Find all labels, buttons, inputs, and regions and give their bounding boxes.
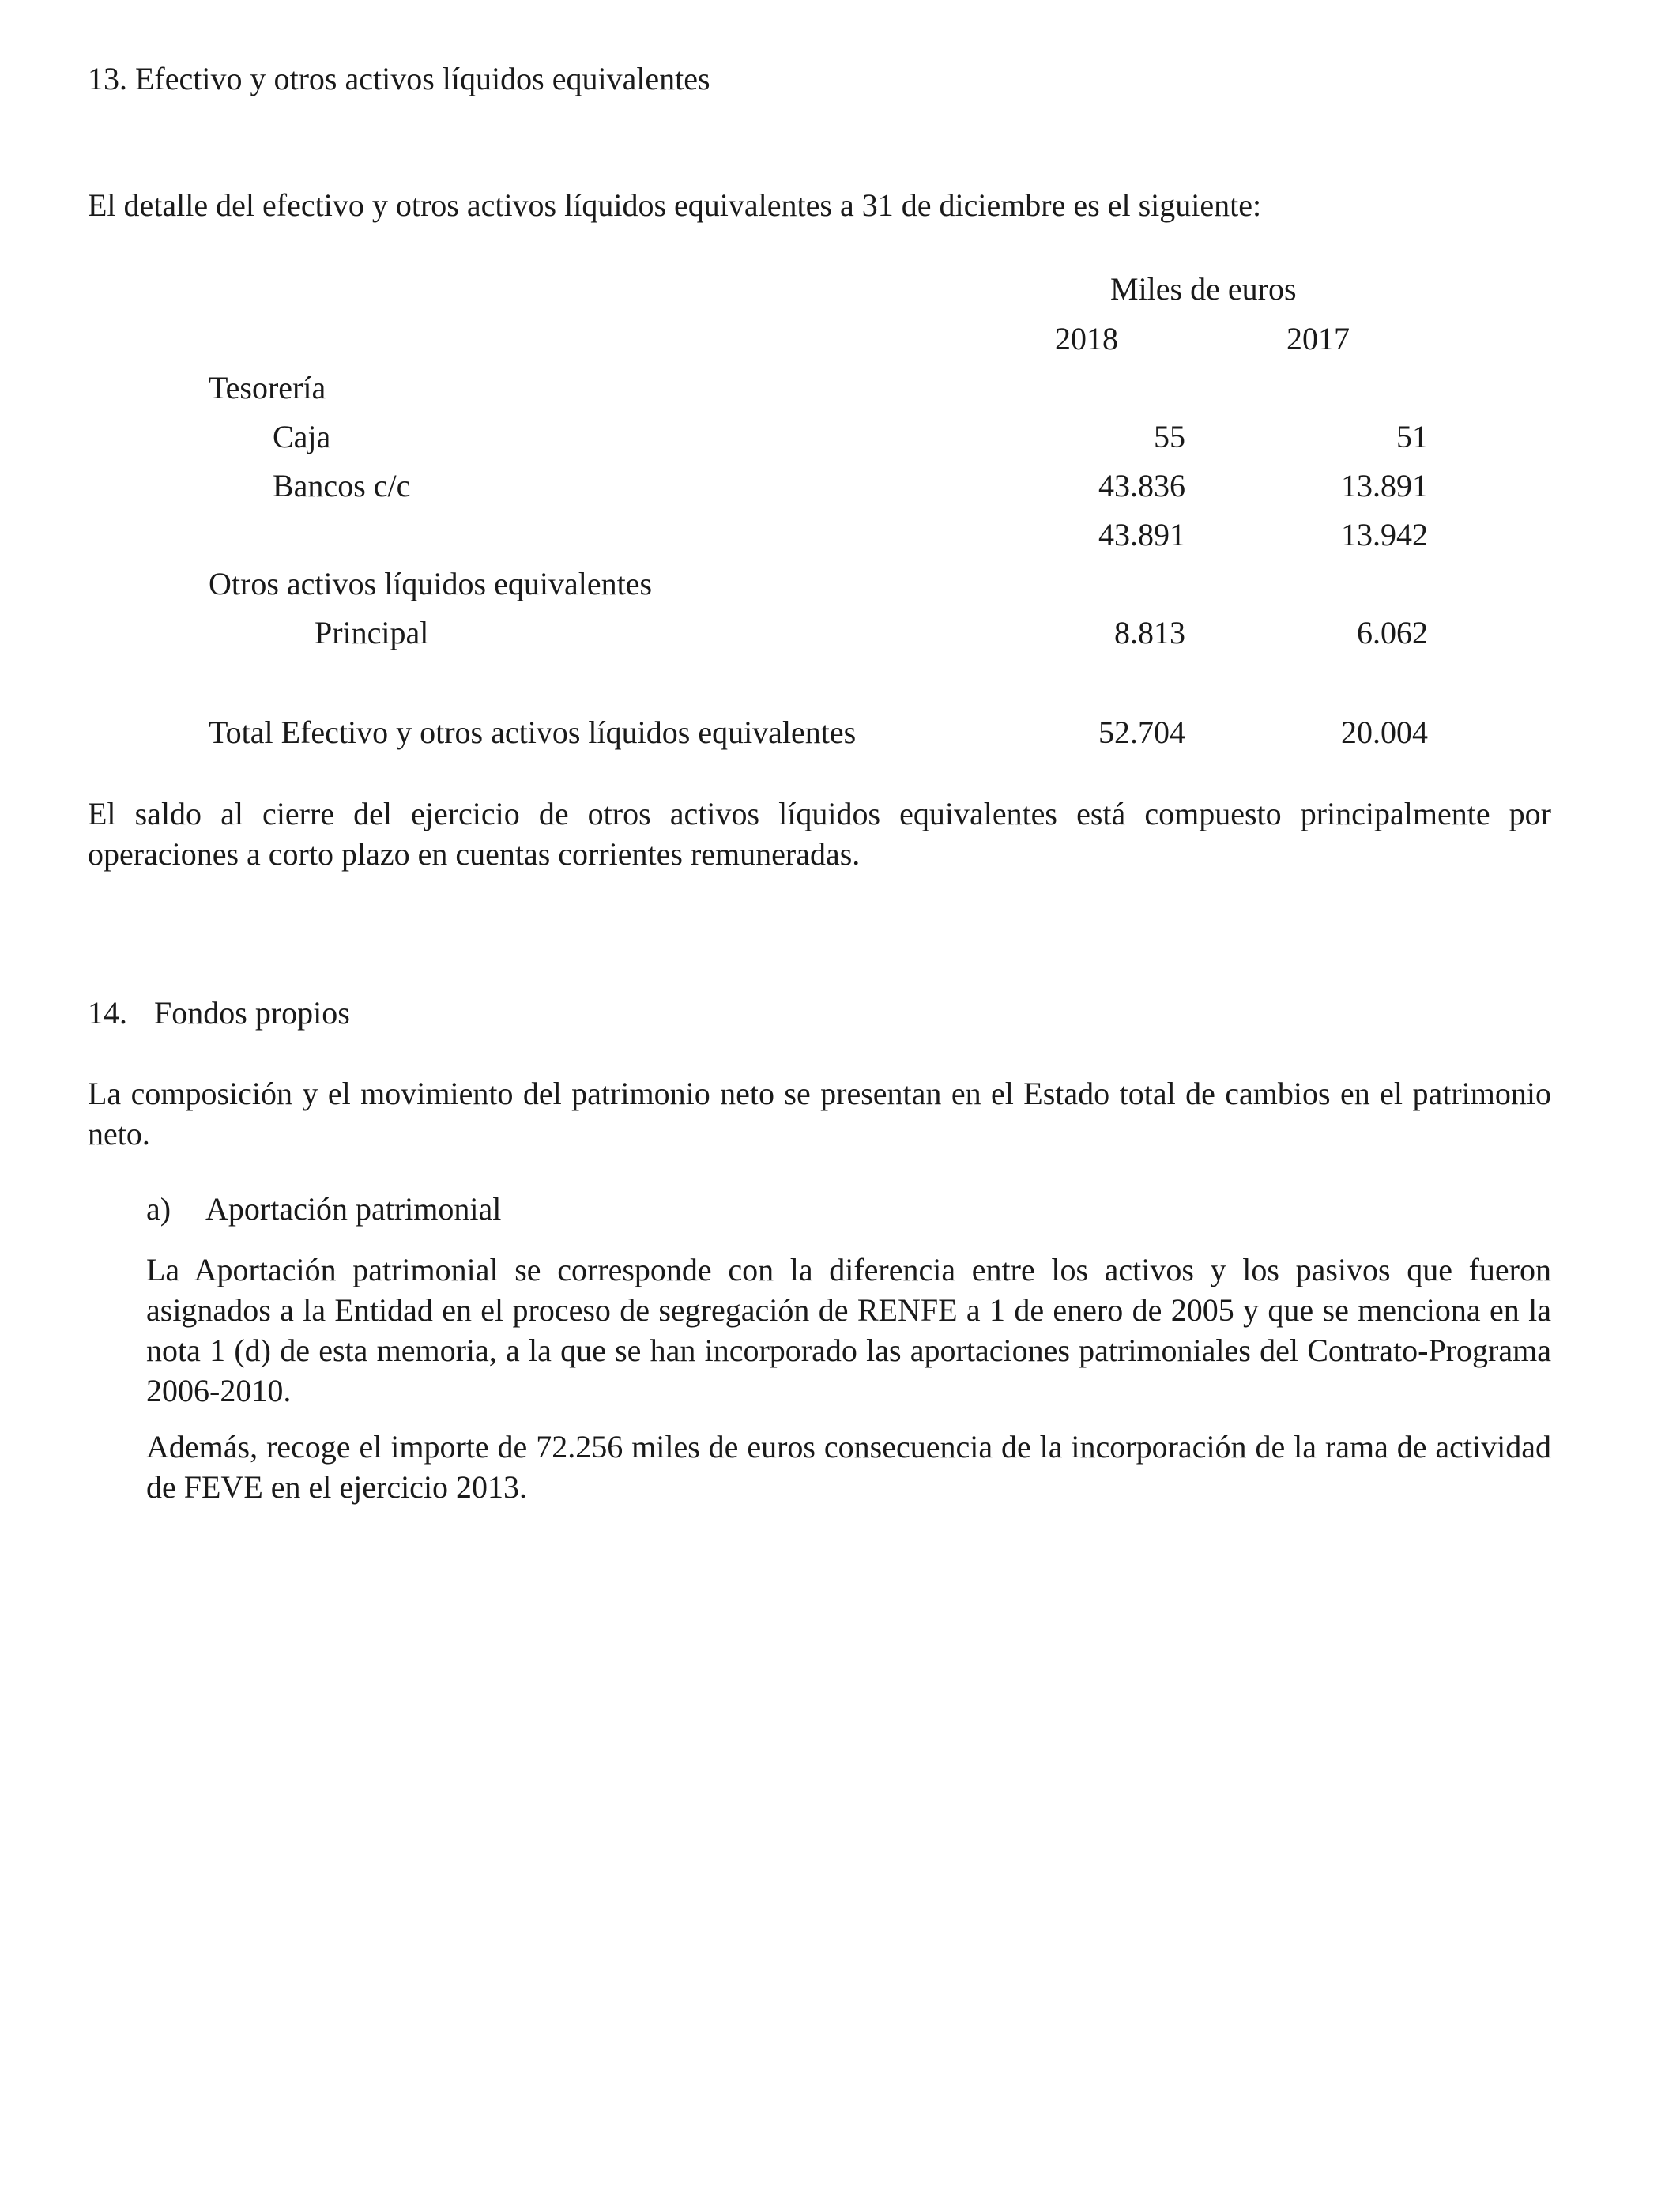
row-total-2017: 20.004	[1341, 714, 1428, 750]
row-bancos-label: Bancos c/c	[273, 468, 411, 503]
row-total-label: Total Efectivo y otros activos líquidos equivalentes	[209, 714, 857, 750]
row-caja-label: Caja	[273, 419, 331, 454]
section-14-title: Fondos propios	[154, 995, 350, 1031]
row-caja-2018: 55	[1154, 419, 1185, 454]
section-13-intro: El detalle del efectivo y otros activos líquidos equivalentes a 31 de diciembre es el siguiente:	[88, 187, 1262, 223]
subsection-a-paragraph-1: La Aportación patrimonial se corresponde con la diferencia entre los activos y los pasivos que fueron asignados a la Entidad en el proceso de segregación de RENFE a 1 de enero de 2005 y que se menciona en la nota 1 (d) de esta memoria, a la que se han incorporado las aportaciones patrimoniales del Contrato-Programa 2006-2010.	[146, 1252, 1551, 1408]
row-bancos-2017: 13.891	[1341, 468, 1428, 503]
row-subtotal-2018: 43.891	[1098, 517, 1185, 552]
row-otros-label: Otros activos líquidos equivalentes	[209, 566, 653, 601]
row-principal-2018: 8.813	[1114, 615, 1185, 650]
row-principal-label: Principal	[315, 615, 429, 650]
section-14-heading	[88, 993, 350, 1033]
unit-header: Miles de euros	[1110, 271, 1297, 307]
row-subtotal-2017: 13.942	[1341, 517, 1428, 552]
section-14-intro: La composición y el movimiento del patrimonio neto se presentan en el Estado total de cambios en el patrimonio neto.	[88, 1076, 1551, 1152]
section-14-number: 14.	[88, 995, 127, 1031]
row-total-2018: 52.704	[1098, 714, 1185, 750]
column-header-2018: 2018	[1055, 321, 1118, 356]
row-caja-2017: 51	[1396, 419, 1428, 454]
row-tesoreria-label: Tesorería	[209, 370, 326, 405]
section-13-heading: 13. Efectivo y otros activos líquidos equivalentes	[88, 61, 710, 96]
row-bancos-2018: 43.836	[1098, 468, 1185, 503]
section-13-note: El saldo al cierre del ejercicio de otros activos líquidos equivalentes está compuesto principalmente por operaciones a corto plazo en cuentas corrientes remuneradas.	[88, 796, 1551, 872]
column-header-2017: 2017	[1286, 321, 1350, 356]
subsection-a-paragraph-2: Además, recoge el importe de 72.256 miles de euros consecuencia de la incorporación de la rama de actividad de FEVE en el ejercicio 2013.	[146, 1429, 1551, 1505]
subsection-a-marker: a)	[146, 1191, 171, 1227]
row-principal-2017: 6.062	[1357, 615, 1428, 650]
subsection-a-title: Aportación patrimonial	[205, 1191, 502, 1227]
